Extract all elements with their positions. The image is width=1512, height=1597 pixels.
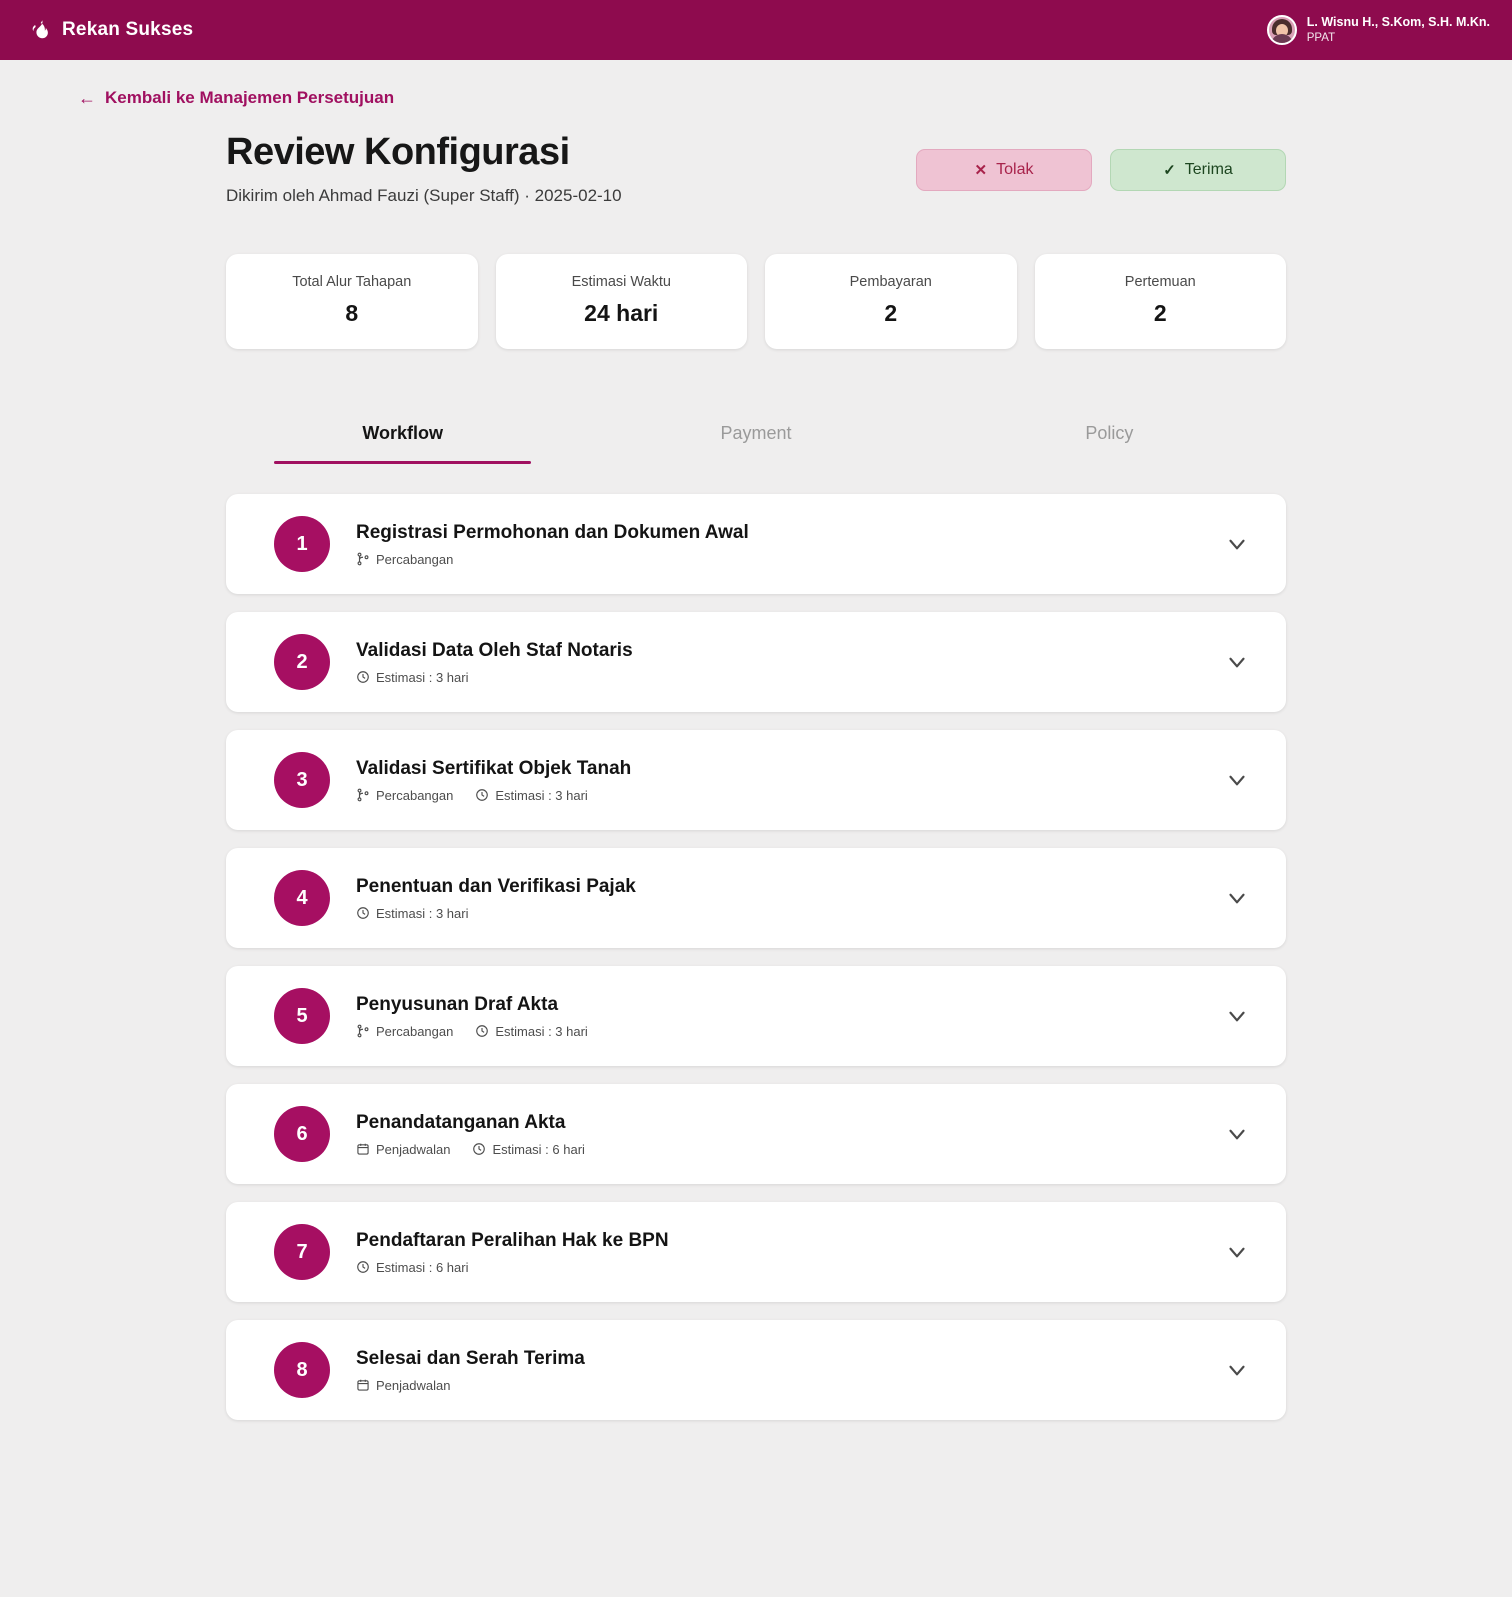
chevron-down-icon[interactable] — [1224, 1239, 1250, 1265]
step-meta-label: Percabangan — [376, 787, 454, 803]
page-subtitle: Dikirim oleh Ahmad Fauzi (Super Staff) · 2025-02-10 — [226, 186, 622, 205]
tab-payment[interactable]: Payment — [720, 423, 792, 443]
step-meta-label: Estimasi : 6 hari — [376, 1259, 469, 1275]
page-title: Review Konfigurasi — [226, 131, 570, 173]
avatar — [1267, 15, 1297, 45]
step-title: Validasi Sertifikat Objek Tanah — [356, 757, 632, 779]
step-title: Penyusunan Draf Akta — [356, 993, 559, 1015]
stat-label: Estimasi Waktu — [571, 274, 671, 290]
step-meta-list — [356, 552, 1224, 567]
step-meta-label: Estimasi : 6 hari — [492, 1141, 585, 1157]
stat-value: 8 — [345, 300, 359, 326]
accept-button[interactable] — [1110, 149, 1286, 191]
step-number-badge: 6 — [274, 1106, 330, 1162]
step-title: Registrasi Permohonan dan Dokumen Awal — [356, 521, 749, 543]
back-to-approval-management-link[interactable] — [78, 88, 394, 108]
clock-icon — [475, 788, 489, 802]
workflow-step-item[interactable] — [226, 848, 1286, 948]
accept-button-label: Terima — [1184, 161, 1233, 178]
clock-icon — [356, 906, 370, 920]
step-meta-label: Estimasi : 3 hari — [376, 905, 469, 921]
stat-card-meetings — [1035, 254, 1287, 349]
workflow-step-item[interactable] — [226, 612, 1286, 712]
summary-stats — [226, 254, 1286, 349]
chevron-down-icon[interactable] — [1224, 531, 1250, 557]
workflow-step-item[interactable] — [226, 1202, 1286, 1302]
step-meta-branching — [356, 788, 453, 803]
back-link-label: Kembali ke Manajemen Persetujuan — [105, 88, 395, 107]
clock-icon — [475, 1024, 489, 1038]
flame-logo-icon — [30, 18, 52, 42]
step-meta-estimate — [356, 1260, 468, 1275]
stat-value: 2 — [1153, 300, 1167, 326]
tab-workflow[interactable]: Workflow — [226, 409, 579, 464]
step-number-badge: 3 — [274, 752, 330, 808]
stat-label: Pertemuan — [1124, 274, 1196, 290]
stat-card-total-steps — [226, 254, 478, 349]
arrow-left-icon: ← — [78, 88, 96, 108]
step-meta-scheduling — [356, 1378, 450, 1393]
step-meta-estimate — [472, 1142, 584, 1157]
chevron-down-icon[interactable] — [1224, 1357, 1250, 1383]
step-title: Validasi Data Oleh Staf Notaris — [356, 639, 633, 661]
action-buttons — [916, 131, 1286, 191]
step-meta-estimate — [356, 906, 468, 921]
calendar-icon — [356, 1142, 370, 1156]
brand[interactable] — [30, 18, 193, 42]
check-icon: ✓ — [1163, 162, 1176, 179]
step-title: Selesai dan Serah Terima — [356, 1347, 585, 1369]
reject-button[interactable] — [916, 149, 1092, 191]
step-meta-list — [356, 788, 1224, 803]
step-number-badge: 5 — [274, 988, 330, 1044]
clock-icon — [356, 670, 370, 684]
step-number-badge: 8 — [274, 1342, 330, 1398]
step-meta-list — [356, 1260, 1224, 1275]
brand-name: Rekan Sukses — [62, 19, 194, 40]
step-meta-label: Estimasi : 3 hari — [495, 787, 588, 803]
user-role: PPAT — [1306, 31, 1336, 44]
step-number-badge: 7 — [274, 1224, 330, 1280]
chevron-down-icon[interactable] — [1224, 649, 1250, 675]
step-meta-label: Penjadwalan — [376, 1377, 451, 1393]
stat-card-payments — [765, 254, 1017, 349]
tab-bar — [226, 409, 1286, 464]
step-meta-estimate — [475, 788, 587, 803]
step-meta-label: Penjadwalan — [376, 1141, 451, 1157]
step-meta-label: Estimasi : 3 hari — [495, 1023, 588, 1039]
calendar-icon — [356, 1378, 370, 1392]
step-title: Penentuan dan Verifikasi Pajak — [356, 875, 636, 897]
step-title: Pendaftaran Peralihan Hak ke BPN — [356, 1229, 669, 1251]
branch-icon — [356, 552, 370, 566]
chevron-down-icon[interactable] — [1224, 885, 1250, 911]
step-meta-branching — [356, 552, 453, 567]
stat-label: Pembayaran — [849, 274, 932, 290]
top-navigation-bar — [0, 0, 1512, 60]
step-meta-list — [356, 906, 1224, 921]
step-meta-estimate — [356, 670, 468, 685]
step-number-badge: 4 — [274, 870, 330, 926]
branch-icon — [356, 788, 370, 802]
workflow-step-item[interactable] — [226, 730, 1286, 830]
step-meta-list — [356, 1142, 1224, 1157]
page-header — [226, 131, 1286, 206]
step-meta-branching — [356, 1024, 453, 1039]
step-number-badge: 2 — [274, 634, 330, 690]
branch-icon — [356, 1024, 370, 1038]
stat-card-estimated-time — [496, 254, 748, 349]
clock-icon — [356, 1260, 370, 1274]
workflow-step-list — [226, 494, 1286, 1540]
step-meta-label: Percabangan — [376, 551, 454, 567]
step-meta-label: Percabangan — [376, 1023, 454, 1039]
close-icon: ✕ — [974, 162, 988, 179]
workflow-step-item[interactable] — [226, 1320, 1286, 1420]
workflow-step-item[interactable] — [226, 494, 1286, 594]
step-meta-label: Estimasi : 3 hari — [376, 669, 469, 685]
step-meta-list — [356, 670, 1224, 685]
tab-policy[interactable]: Policy — [1085, 423, 1134, 443]
user-name: L. Wisnu H., S.Kom, S.H. M.Kn. — [1306, 15, 1490, 29]
page-container — [226, 109, 1286, 1540]
workflow-step-item[interactable] — [226, 966, 1286, 1066]
stat-value: 24 hari — [584, 300, 659, 326]
clock-icon — [472, 1142, 486, 1156]
workflow-step-item[interactable] — [226, 1084, 1286, 1184]
step-meta-estimate — [475, 1024, 587, 1039]
reject-button-label: Tolak — [996, 161, 1034, 178]
user-menu[interactable] — [1267, 15, 1490, 45]
step-meta-list — [356, 1378, 1224, 1393]
chevron-down-icon[interactable] — [1224, 1003, 1250, 1029]
chevron-down-icon[interactable] — [1224, 767, 1250, 793]
step-meta-scheduling — [356, 1142, 450, 1157]
stat-label: Total Alur Tahapan — [292, 274, 412, 290]
chevron-down-icon[interactable] — [1224, 1121, 1250, 1147]
step-number-badge: 1 — [274, 516, 330, 572]
step-title: Penandatanganan Akta — [356, 1111, 566, 1133]
stat-value: 2 — [884, 300, 898, 326]
step-meta-list — [356, 1024, 1224, 1039]
